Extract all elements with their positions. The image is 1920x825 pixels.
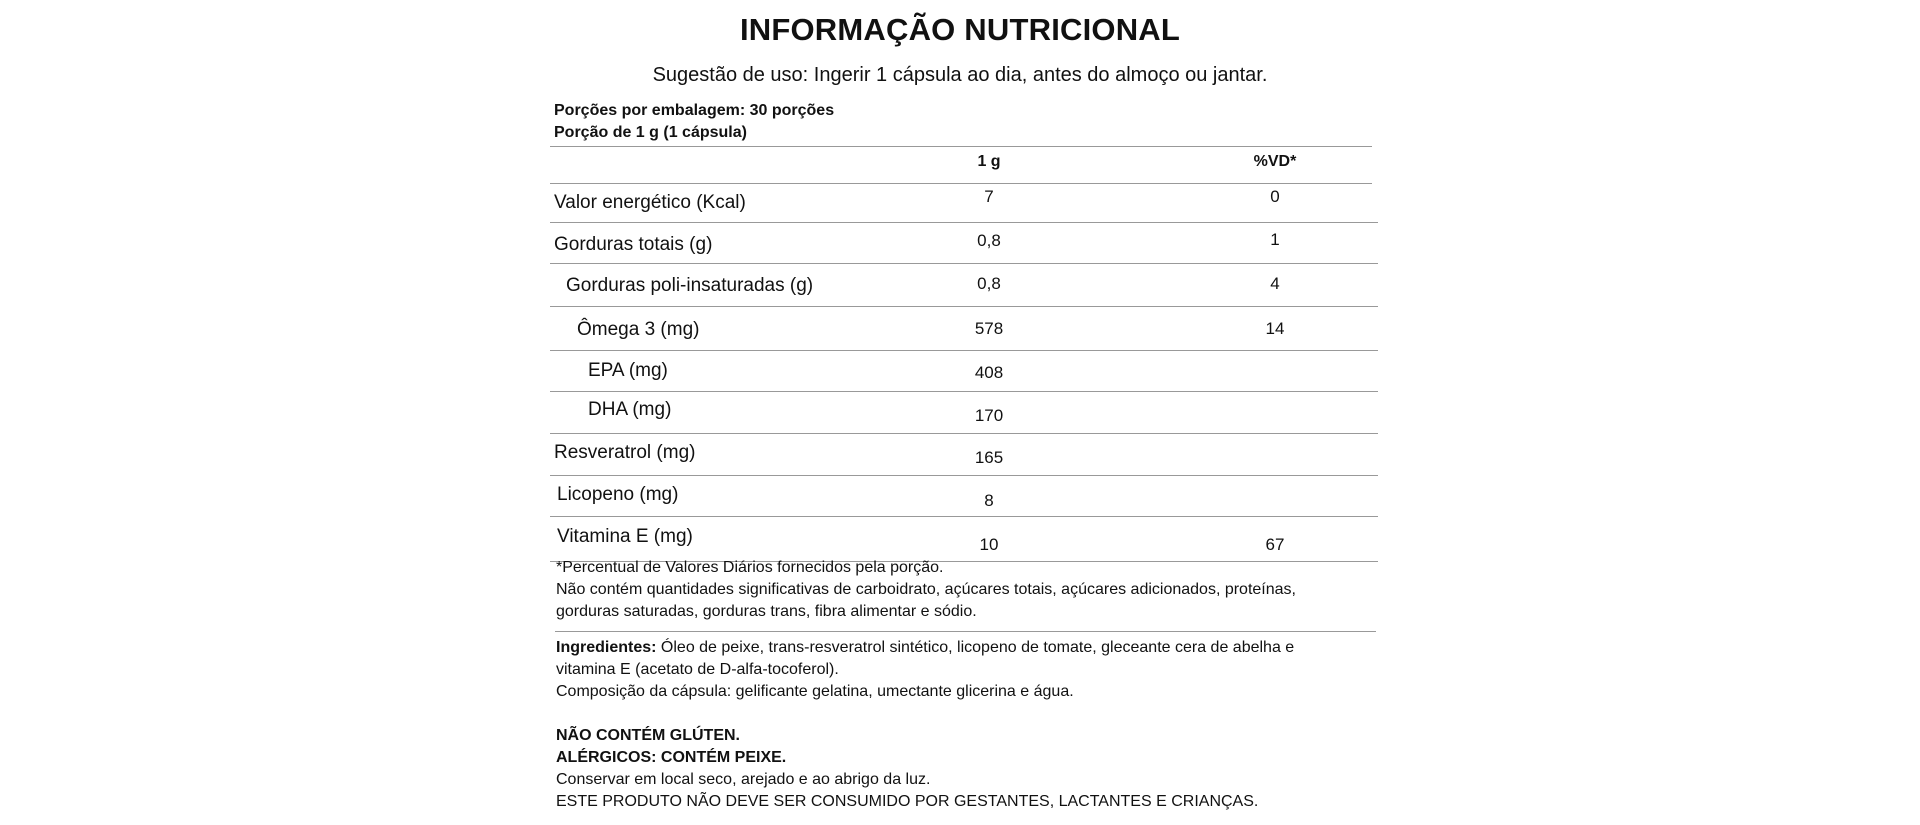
portion-size: Porção de 1 g (1 cápsula): [554, 124, 747, 141]
row-amount: 8: [984, 491, 994, 510]
row-amount: 0,8: [977, 231, 1001, 250]
row-vd: 4: [1270, 274, 1280, 293]
row-label: Gorduras poli-insaturadas (g): [566, 275, 814, 296]
consumption-warning: ESTE PRODUTO NÃO DEVE SER CONSUMIDO POR GESTANTES, LACTANTES E CRIANÇAS.: [556, 793, 1259, 810]
table-row: [550, 184, 1378, 223]
row-amount: 7: [984, 187, 994, 206]
capsule-composition: Composição da cápsula: gelificante gelatina, umectante glicerina e água.: [556, 683, 1074, 700]
row-vd: 67: [1265, 535, 1285, 554]
not-contain-note-line-1: Não contém quantidades significativas de carboidrato, açúcares totais, açúcares adicionados, proteínas,: [556, 581, 1296, 598]
ingredients-line-1: [556, 637, 1376, 659]
row-amount: 165: [974, 448, 1004, 467]
table-row: [550, 223, 1378, 264]
vd-footnote: *Percentual de Valores Diários fornecidos pela porção.: [556, 559, 944, 576]
column-header-vd: %VD*: [1253, 153, 1297, 170]
table-row: [550, 476, 1378, 517]
row-amount: 578: [974, 319, 1004, 338]
row-label: Vitamina E (mg): [557, 526, 693, 547]
column-header-amount: 1 g: [977, 153, 1001, 170]
usage-suggestion: Sugestão de uso: Ingerir 1 cápsula ao dia, antes do almoço ou jantar.: [652, 64, 1268, 86]
not-contain-note-line-2: gorduras saturadas, gorduras trans, fibra alimentar e sódio.: [556, 603, 977, 620]
page-title: INFORMAÇÃO NUTRICIONAL: [739, 12, 1181, 47]
spacer: [556, 703, 1376, 725]
table-row: [550, 517, 1378, 562]
ingredients-line-2: vitamina E (acetato de D-alfa-tocoferol).: [556, 661, 839, 678]
divider: [555, 631, 1376, 632]
row-amount: 408: [974, 363, 1004, 382]
table-row: [550, 351, 1378, 392]
row-vd: 1: [1270, 230, 1280, 249]
gluten-warning: NÃO CONTÉM GLÚTEN.: [556, 727, 740, 744]
table-row: [550, 264, 1378, 307]
row-label: EPA (mg): [588, 360, 668, 381]
row-label: DHA (mg): [588, 399, 672, 420]
servings-per-package: Porções por embalagem: 30 porções: [554, 102, 835, 119]
table-header: [550, 146, 1372, 184]
footnotes: [556, 557, 1376, 813]
storage-instructions: Conservar em local seco, arejado e ao abrigo da luz.: [556, 771, 931, 788]
row-amount: 0,8: [977, 274, 1001, 293]
table-row: [550, 307, 1378, 351]
row-amount: 170: [974, 406, 1004, 425]
row-vd: 14: [1265, 319, 1285, 338]
table-row: [550, 392, 1378, 434]
row-amount: 10: [979, 535, 999, 554]
ingredients-label: Ingredientes:: [556, 639, 657, 656]
row-label: Gorduras totais (g): [554, 234, 713, 255]
table-row: [550, 434, 1378, 476]
ingredients-text: Óleo de peixe, trans-resveratrol sintético, licopeno de tomate, gleceante cera de abelha e: [656, 639, 1295, 656]
row-label: Ômega 3 (mg): [577, 319, 700, 340]
row-label: Valor energético (Kcal): [554, 192, 746, 213]
row-label: Resveratrol (mg): [554, 442, 696, 463]
allergen-warning: ALÉRGICOS: CONTÉM PEIXE.: [556, 749, 787, 766]
nutrition-table: [550, 100, 1378, 562]
row-vd: 0: [1270, 187, 1280, 206]
row-label: Licopeno (mg): [557, 484, 679, 505]
